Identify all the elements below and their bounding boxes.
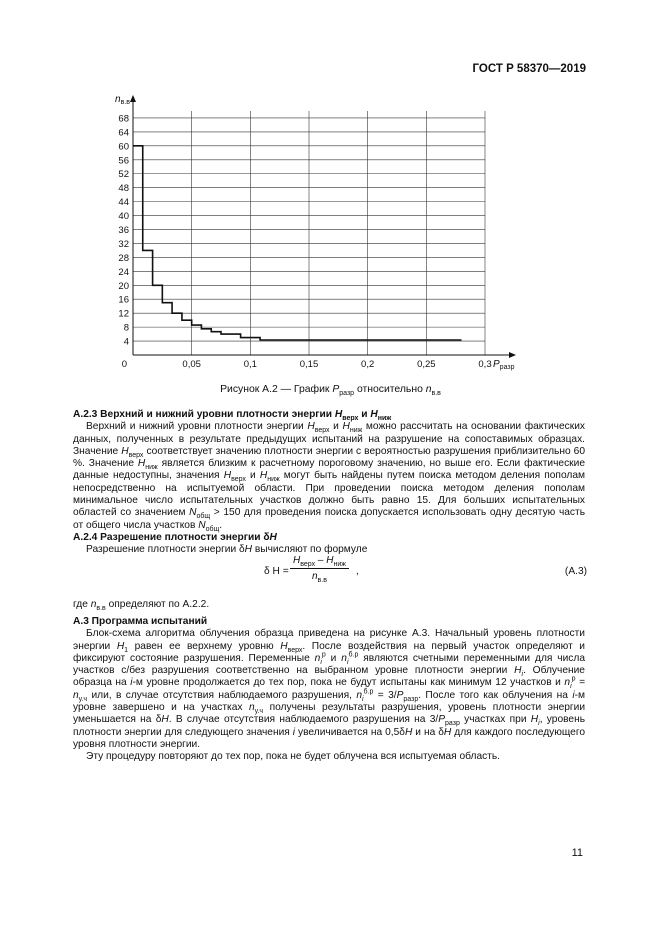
y-tick-label: 60	[118, 141, 129, 153]
chart-ticks	[118, 113, 491, 370]
section-a3-p1: Блок-схема алгоритма облучения образца приведена на рисунке А.3. Начальный уровень плотности энергии $H_1$ равен ее верхнему уровню $H_{верх}$. После воздействия на первый участок определяют и фиксируют состояние разрушения. Переменные $n_i^р$ и $n_i^{б.р}$ являются счетными переменными для числа участков с/без разрушения соответственно на выбранном уровне плотности энергии $H_i$. Облучение образца на i-м уровне продолжается до тех пор, пока не будут испытаны как минимум 12 участков и $n_i^р = n_{у.ч}$ или, в случае отсутствия наблюдаемого разрушения, $n_i^{б.р} = 3/P_{разр}$. После того как облучения на i-м уровне завершено и на участках $n_{у.ч}$ получены результаты разрушения, уровень плотности энергии уменьшается на δH. В случае отсутствия наблюдаемого разрушения на $3/P_{разр}$ участках при $H_i$, уровень плотности энергии для следующего значения i увеличивается на 0,5δH и на δH для каждого последующего уровня плотности энергии.	[73, 628, 586, 750]
chart-y-label	[115, 94, 130, 106]
page-number: 11	[571, 847, 583, 859]
y-tick-label: 16	[118, 294, 129, 306]
y-tick-label: 32	[118, 238, 129, 250]
section-a24-text: Разрешение плотности энергии δH вычисляют по формуле	[86, 544, 368, 556]
y-tick-label: 20	[118, 280, 129, 292]
section-a24-title: А.2.4 Разрешение плотности энергии δH	[73, 531, 277, 543]
y-tick-label: 52	[118, 169, 129, 181]
y-tick-label: 8	[123, 322, 129, 334]
y-tick-label: 64	[118, 127, 129, 139]
x-tick-label: 0,15	[299, 359, 319, 370]
section-a3	[73, 616, 585, 764]
formula-fraction: $H_{верх} - H_{ниж}$ $n_{в.в}$	[290, 555, 349, 582]
x-label-sub: разр	[499, 364, 515, 371]
formula-number: (А.3)	[564, 566, 587, 577]
y-tick-label: 24	[118, 266, 129, 278]
x-tick-label: 0,25	[417, 359, 436, 370]
y-tick-label: 68	[118, 113, 129, 125]
x-tick-label: 0	[121, 359, 127, 370]
chart-x-label	[493, 359, 515, 371]
x-tick-label: 0,3	[478, 359, 492, 370]
y-tick-label: 12	[118, 308, 129, 320]
y-tick-label: 44	[118, 197, 129, 209]
x-axis-arrow	[509, 352, 516, 358]
x-label-main: P	[493, 359, 500, 370]
x-tick-label: 0,2	[361, 359, 375, 370]
y-tick-label: 4	[123, 336, 129, 348]
section-a23	[73, 409, 585, 557]
y-tick-label: 36	[118, 225, 129, 237]
chart	[0, 0, 661, 380]
x-tick-label: 0,05	[182, 359, 201, 370]
chart-series-line	[133, 146, 462, 340]
y-label-sub: в.в	[120, 99, 130, 106]
document-code: ГОСТ Р 58370—2019	[472, 63, 586, 75]
y-label-main: n	[115, 94, 121, 105]
y-tick-label: 40	[118, 211, 129, 223]
section-a3-title: А.3 Программа испытаний	[73, 616, 208, 627]
formula-a3: δ H = $H_{верх} - H_{ниж}$ $n_{в.в}$ , (А.3)	[264, 555, 587, 584]
chart-axes	[130, 95, 516, 358]
y-axis-arrow	[130, 95, 136, 102]
y-tick-label: 56	[118, 155, 129, 167]
chart-grid	[133, 111, 485, 355]
x-tick-label: 0,1	[243, 359, 257, 370]
y-tick-label: 48	[118, 183, 129, 195]
formula-lhs: δ H =	[264, 566, 289, 577]
section-a23-title: А.2.3 Верхний и нижний уровни плотности энергии $H_{верх}$ и $H_{ниж}$	[73, 409, 392, 423]
where-clause: где $n_{в.в}$ определяют по А.2.2.	[73, 599, 210, 613]
section-a23-text: Верхний и нижний уровни плотности энергии $H_{верх}$ и $H_{ниж}$ можно рассчитать на основании фактических данных, полученных в результате предыдущих испытаний на разрушение на сопоставимых образцах. Значение $H_{верх}$ соответствует значению плотности энергии с вероятностью разрушения приблизительно 60 %. Значение $H_{ниж}$ является близким к расчетному пороговому значению, но выше его. Если фактические данные недоступны, значения $H_{верх}$ и $H_{ниж}$ могут быть найдены путем поиска методом деления пополам непосредственно на испытуемой области. При проведении поиска методом деления пополам минимальное число испытательных участков должно быть равно 15. Для больших испытательных областей со значением $N_{общ} > 150$ для проведения поиска допускается использовать одну десятую часть от общего числа участков $N_{общ}$.	[73, 421, 586, 533]
y-tick-label: 28	[118, 252, 129, 264]
figure-caption: Рисунок А.2 — График $P_{разр}$ относительно $n_{в.в}$	[220, 384, 441, 398]
section-a3-p2: Эту процедуру повторяют до тех пор, пока не будет облучена вся испытуемая область.	[86, 751, 501, 763]
